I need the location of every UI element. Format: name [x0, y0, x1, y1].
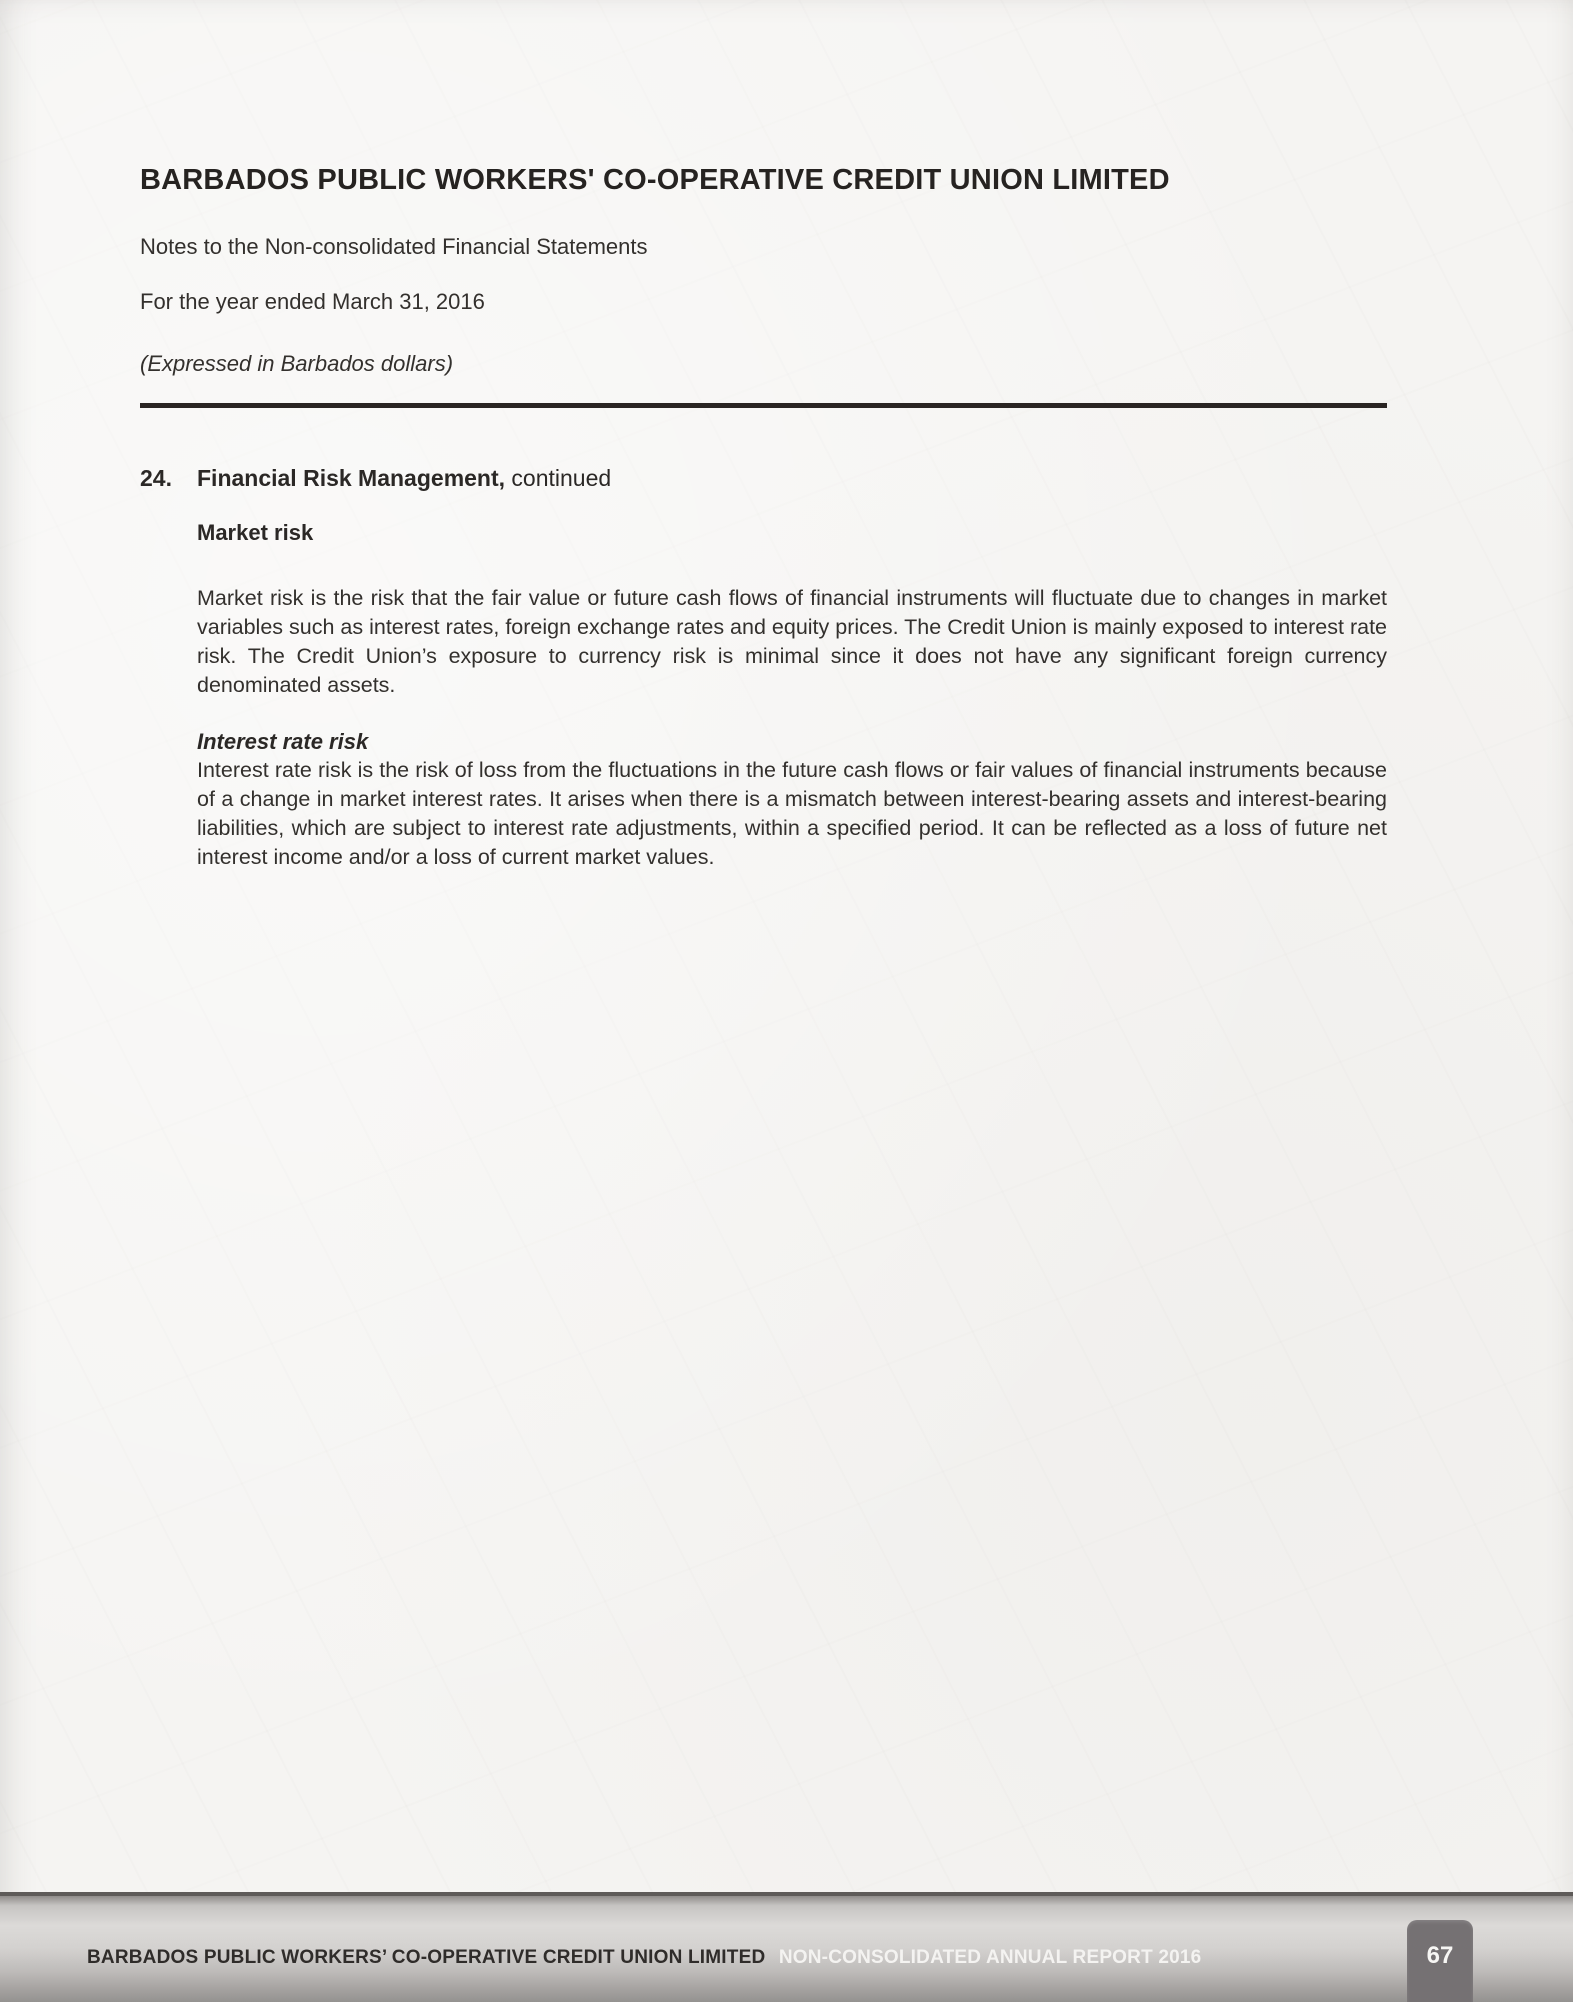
company-title: BARBADOS PUBLIC WORKERS' CO-OPERATIVE CREDIT UNION LIMITED	[140, 164, 1170, 196]
market-risk-paragraph: Market risk is the risk that the fair value or future cash flows of financial instruments will fluctuate due to changes in market variables such as interest rates, foreign exchange rates and equity prices. The Credit Union is mainly exposed to interest rate risk. The Credit Union’s exposure to currency risk is minimal since it does not have any significant foreign currency denominated assets.	[197, 586, 1387, 697]
subtitle-period: For the year ended March 31, 2016	[140, 289, 485, 314]
interest-rate-risk-heading: Interest rate risk	[197, 729, 369, 754]
interest-rate-risk-paragraph: Interest rate risk is the risk of loss from the fluctuations in the future cash flows or fair values of financial instruments because of a change in market interest rates. It arises when there is a mismatch between interest-bearing assets and interest-bearing liabilities, which are subject to interest rate adjustments, within a specified period. It can be reflected as a loss of future net interest income and/or a loss of current market values.	[197, 758, 1387, 869]
footer-report-name: NON-CONSOLIDATED ANNUAL REPORT 2016	[778, 1947, 1202, 1968]
header-divider-rule	[140, 403, 1387, 408]
section-title-suffix: continued	[505, 465, 612, 491]
section-body	[197, 519, 1387, 872]
subtitle-notes: Notes to the Non-consolidated Financial Statements	[140, 234, 648, 259]
section-number: 24.	[140, 465, 172, 491]
section-title	[197, 464, 611, 492]
section-heading	[140, 464, 1387, 492]
subtitle-currency: (Expressed in Barbados dollars)	[140, 351, 454, 376]
footer-company-name: BARBADOS PUBLIC WORKERS’ CO-OPERATIVE CREDIT UNION LIMITED	[87, 1947, 766, 1968]
section-title-bold: Financial Risk Management,	[197, 465, 506, 491]
page-number-tab	[1407, 1920, 1473, 2002]
footer-text	[87, 1947, 1201, 1969]
footer-bar	[0, 1892, 1573, 2002]
page-number: 67	[1426, 1942, 1454, 1969]
market-risk-heading: Market risk	[197, 520, 314, 545]
